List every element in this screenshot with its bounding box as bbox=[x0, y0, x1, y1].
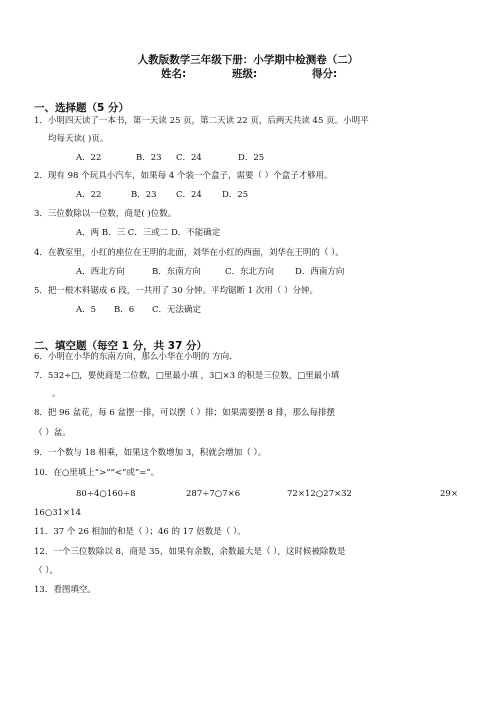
option-c: C．24 bbox=[176, 153, 202, 163]
option-b: B．23 bbox=[131, 190, 157, 200]
option-b: B．23 bbox=[136, 153, 162, 163]
option-d: D．25 bbox=[222, 190, 249, 200]
option-d: D．西南方向 bbox=[295, 267, 345, 277]
question-6: 6．小明在小华的东南方向，那么小华在小明的 方向． bbox=[34, 352, 238, 362]
option-b: B．6 bbox=[114, 305, 135, 315]
question-2-line-1: 2．现有 98 个玩具小汽车，如果每 4 个装一个盒子，需要（ ）个盒子才够用。 bbox=[34, 171, 333, 181]
question-7-line-1: 7．532÷□，要使商是二位数，□里最小填 ，3□×3 的积是三位数，□里最小填 bbox=[34, 371, 340, 381]
question-12-line-1: 12．一个三位数除以 8，商是 35，如果有余数，余数最大是（ ），这时候被除数是 bbox=[34, 547, 346, 557]
option-b: B．东南方向 bbox=[152, 267, 201, 277]
question-4-line-1: 4．在教室里，小红的座位在王明的北面，刘华在小红的西面，刘华在王明的（ ）。 bbox=[34, 248, 344, 258]
question-9: 9．一个数与 18 相乘，如果这个数增加 3，积就会增加（ ）。 bbox=[34, 448, 267, 458]
question-10-line-3: 16○31×14 bbox=[34, 508, 81, 518]
question-5-line-1: 5．把一根木料锯成 6 段，一共用了 30 分钟。平均锯断 1 次用（ ）分钟。 bbox=[34, 286, 318, 296]
section-heading-fill-in: 二、填空题（每空 1 分，共 37 分） bbox=[34, 340, 208, 352]
option-c: C．东北方向 bbox=[225, 267, 275, 277]
question-12-line-2: （ ）。 bbox=[34, 566, 58, 576]
question-8-line-1: 8．把 96 盆花，每 6 盆摆一排，可以摆（ ）排；如果需要摆 8 排，那么每排摆 bbox=[34, 408, 335, 418]
class-label: 班级: bbox=[232, 68, 258, 80]
option-a: A．22 bbox=[76, 153, 102, 163]
question-3-line-1: 3．三位数除以一位数，商是( )位数。 bbox=[34, 209, 177, 219]
question-7-line-2: 。 bbox=[52, 389, 61, 399]
question-1-line-1: 1．小明四天读了一本书，第一天读 25 页，第二天读 22 页，后两天共读 45 页。小明平 bbox=[34, 116, 369, 126]
score-label: 得分: bbox=[312, 68, 338, 80]
option-a: A．5 bbox=[76, 305, 97, 315]
question-10-line-1: 10．在○里填上“>”“<”或“=”。 bbox=[34, 468, 160, 478]
section-heading-choice: 一、选择题（5 分） bbox=[34, 102, 129, 114]
question-8-line-2: （ ）盆。 bbox=[34, 428, 71, 438]
option-a: A．西北方向 bbox=[76, 267, 125, 277]
comparison-item: 287÷7○7×6 bbox=[186, 489, 241, 499]
question-13: 13．看图填空。 bbox=[34, 585, 96, 595]
option-c: C．24 bbox=[176, 190, 202, 200]
student-info-row bbox=[0, 66, 496, 80]
name-label: 姓名: bbox=[161, 68, 187, 80]
question-1-line-2: 均每天读( )页。 bbox=[48, 134, 109, 144]
option-d: D．25 bbox=[238, 153, 265, 163]
question-3-options: A．两 B．三 C．三或二 D．不能确定 bbox=[76, 228, 221, 238]
comparison-item: 72×12○27×32 bbox=[287, 489, 352, 499]
comparison-item: 29× bbox=[440, 489, 458, 499]
worksheet-title: 人教版数学三年级下册：小学期中检测卷（二） bbox=[137, 54, 359, 66]
option-a: A．22 bbox=[76, 190, 102, 200]
option-c: C．无法确定 bbox=[152, 305, 202, 315]
question-11: 11．37 个 26 相加的和是（ ）；46 的 17 倍数是（ ）。 bbox=[34, 527, 246, 537]
comparison-item: 80÷4○160÷8 bbox=[76, 489, 136, 499]
